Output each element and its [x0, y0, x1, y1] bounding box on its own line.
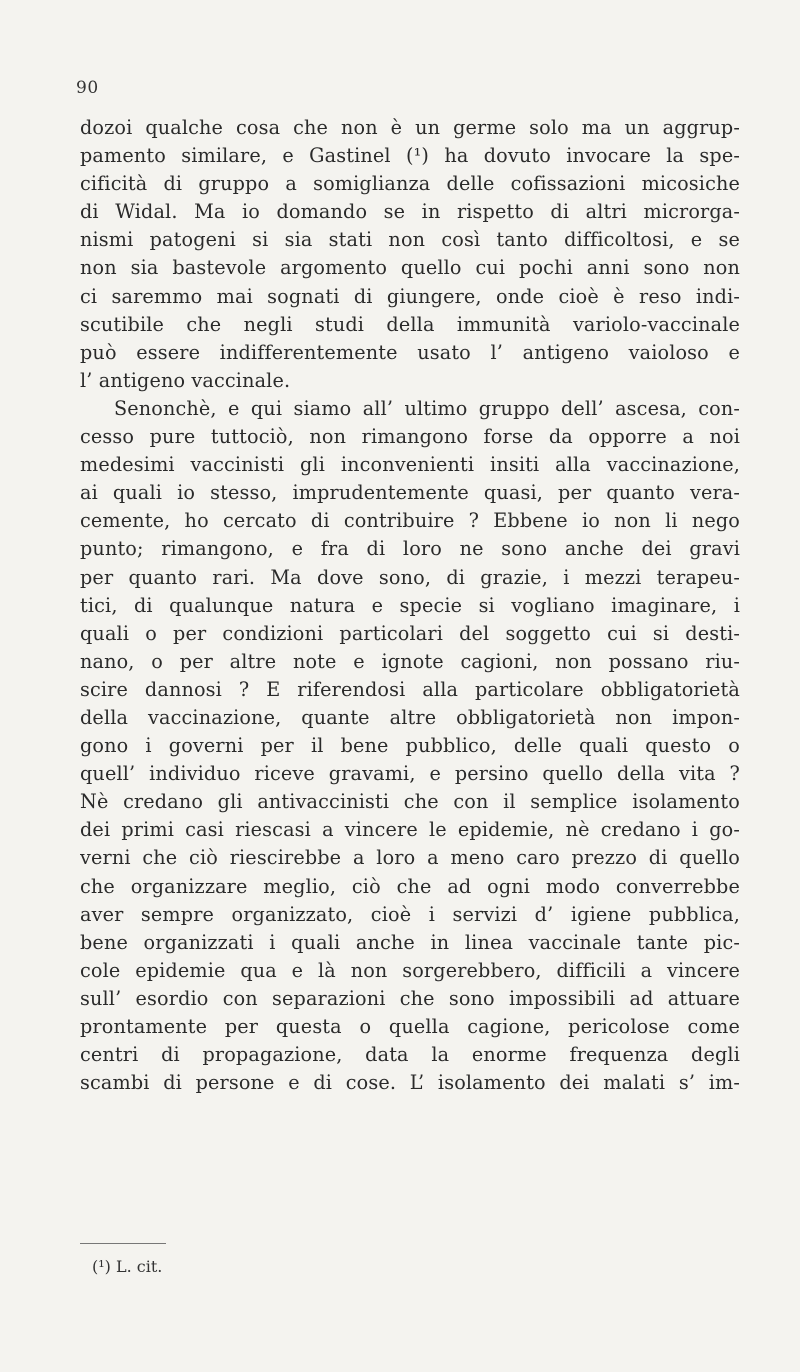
- text-line: cificità di gruppo a somiglianza delle cofissazioni micosiche: [80, 172, 740, 196]
- text-line: aver sempre organizzato, cioè i servizi d’ igiene pubblica,: [80, 902, 740, 926]
- text-line: scire dannosi ? E riferendosi alla particolare obbligatorietà: [80, 677, 740, 701]
- text-line: nano, o per altre note e ignote cagioni, non possano riu-: [80, 649, 740, 673]
- text-line: verni che ciò riescirebbe a loro a meno caro prezzo di quello: [80, 846, 740, 870]
- text-line: di Widal. Ma io domando se in rispetto di altri microrga-: [80, 200, 740, 224]
- text-line: gono i governi per il bene pubblico, delle quali questo o: [80, 734, 740, 758]
- text-line: scutibile che negli studi della immunità variolo-vaccinale: [80, 312, 740, 336]
- page-number: 90: [76, 78, 99, 98]
- text-line: quali o per condizioni particolari del soggetto cui si desti-: [80, 621, 740, 645]
- text-line: cesso pure tuttociò, non rimangono forse da opporre a noi: [80, 425, 740, 449]
- text-line: pamento similare, e Gastinel (¹) ha dovuto invocare la spe-: [80, 144, 740, 168]
- text-line: centri di propagazione, data la enorme frequenza degli: [80, 1043, 740, 1067]
- text-line: ci saremmo mai sognati di giungere, onde cioè è reso indi-: [80, 284, 740, 308]
- text-line: bene organizzati i quali anche in linea vaccinale tante pic-: [80, 930, 740, 954]
- text-line: punto; rimangono, e fra di loro ne sono anche dei gravi: [80, 537, 740, 561]
- text-line: non sia bastevole argomento quello cui pochi anni sono non: [80, 256, 740, 280]
- footnote-divider: [80, 1243, 166, 1244]
- text-line: medesimi vaccinisti gli inconvenienti insiti alla vaccinazione,: [80, 453, 740, 477]
- footnote: (¹) L. cit.: [92, 1257, 163, 1276]
- text-line: tici, di qualunque natura e specie si vogliano imaginare, i: [80, 593, 740, 617]
- text-line: cole epidemie qua e là non sorgerebbero, difficili a vincere: [80, 958, 740, 982]
- text-line: sull’ esordio con separazioni che sono impossibili ad attuare: [80, 986, 740, 1010]
- text-line: che organizzare meglio, ciò che ad ogni modo converrebbe: [80, 874, 740, 898]
- paragraph-end-line: l’ antigeno vaccinale.: [80, 368, 291, 392]
- text-line: nismi patogeni si sia stati non così tanto difficoltosi, e se: [80, 228, 740, 252]
- text-line: dei primi casi riescasi a vincere le epidemie, nè credano i go-: [80, 818, 740, 842]
- text-line: prontamente per questa o quella cagione, pericolose come: [80, 1015, 740, 1038]
- text-line: Nè credano gli antivaccinisti che con il semplice isolamento: [80, 790, 740, 814]
- text-line: della vaccinazione, quante altre obbligatorietà non impon-: [80, 705, 740, 729]
- text-line: per quanto rari. Ma dove sono, di grazie, i mezzi terapeu-: [80, 565, 740, 589]
- body-text: [80, 114, 740, 1097]
- text-line: può essere indifferentemente usato l’ antigeno vaioloso e: [80, 340, 740, 364]
- paragraph-start-line: Senonchè, e qui siamo all’ ultimo gruppo dell’ ascesa, con-: [114, 396, 740, 420]
- text-line: quell’ individuo riceve gravami, e persino quello della vita ?: [80, 762, 740, 786]
- text-line: dozoi qualche cosa che non è un germe solo ma un aggrup-: [80, 116, 740, 139]
- text-line: scambi di persone e di cose. L’ isolamento dei malati s’ im-: [80, 1071, 740, 1095]
- text-line: cemente, ho cercato di contribuire ? Ebbene io non li nego: [80, 509, 740, 533]
- text-line: ai quali io stesso, imprudentemente quasi, per quanto vera-: [80, 481, 740, 505]
